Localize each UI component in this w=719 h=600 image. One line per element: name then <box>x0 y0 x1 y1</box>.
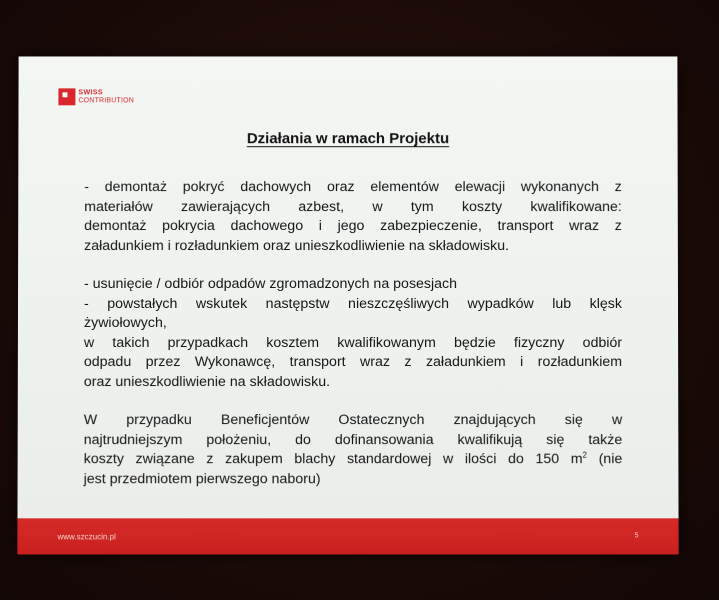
page-number: 5 <box>634 532 639 540</box>
body-line: W przypadku Beneficjentów Ostatecznych znajdujących się w <box>83 412 623 429</box>
body-line: - usunięcie / odbiór odpadów zgromadzonych na posesjach <box>84 276 458 293</box>
superscript: 2 <box>582 450 588 460</box>
paragraph-waste-removal <box>84 275 622 392</box>
body-line: najtrudniejszym położeniu, do dofinansowania kwalifikują się także <box>83 431 623 448</box>
body-line: w takich przypadkach kosztem kwalifikowanym będzie fizyczny odbiór <box>83 334 623 351</box>
body-line: załadunkiem i rozładunkiem oraz unieszkodliwienie na składowisku. <box>84 237 510 254</box>
body-line: - demontaż pokryć dachowych oraz elementów elewacji wykonanych z <box>84 179 622 196</box>
logo-line2: CONTRIBUTION <box>78 96 135 104</box>
paragraph-demolition <box>84 178 622 256</box>
body-line-tail: (nie <box>587 451 623 468</box>
body-line: demontaż pokrycia dachowego i jego zabezpieczenie, transport wraz z <box>84 218 622 235</box>
body-line: jest przedmiotem pierwszego naboru) <box>83 470 321 487</box>
footer-url: www.szczucin.pl <box>57 532 116 542</box>
body-line: materiałów zawierających azbest, w tym koszty kwalifikowane: <box>84 198 622 215</box>
slide-title-text: Działania w ramach Projektu <box>246 130 450 148</box>
body-line-text: koszty związane z zakupem blachy standardowej w ilości do 150 m <box>83 451 583 468</box>
logo-text <box>78 89 134 105</box>
body-line: żywiołowych, <box>83 315 167 332</box>
projected-slide <box>17 56 678 554</box>
swiss-contribution-logo <box>58 88 134 105</box>
swiss-cross-icon <box>58 88 75 105</box>
paragraph-beneficiaries <box>84 411 623 489</box>
body-line-with-superscript <box>84 450 623 470</box>
slide-body <box>84 178 623 489</box>
body-line: - powstałych wskutek następstw nieszczęśliwych wypadków lub klęsk <box>83 295 623 312</box>
body-line: odpadu przez Wykonawcę, transport wraz z załadunkiem i rozładunkiem <box>83 354 623 371</box>
body-line: oraz unieszkodliwienie na składowisku. <box>83 373 331 390</box>
logo-line1: SWISS <box>78 88 103 96</box>
slide-title <box>18 130 677 147</box>
slide-footer <box>17 518 678 554</box>
